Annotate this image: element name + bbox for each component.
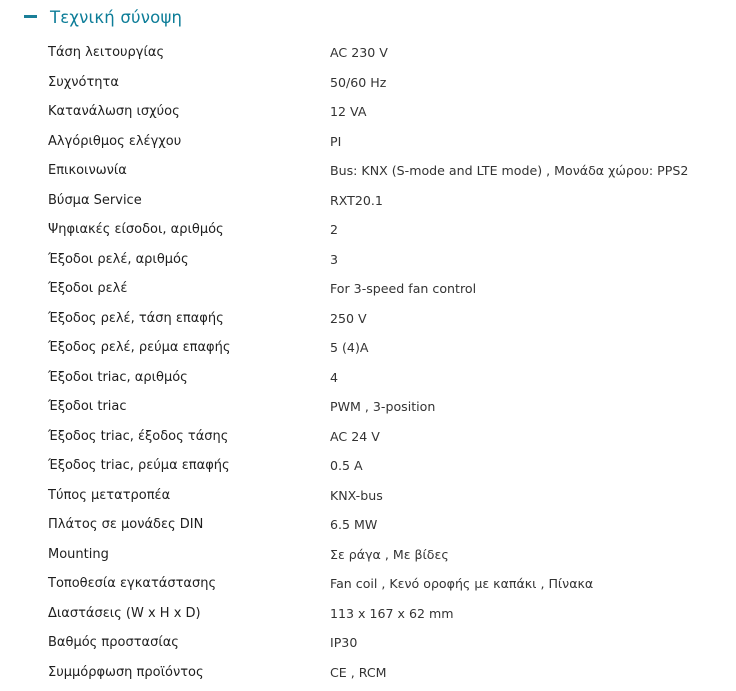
spec-label: Συχνότητα [48, 74, 119, 90]
spec-value: AC 24 V [330, 428, 380, 444]
spec-value: 50/60 Hz [330, 74, 387, 90]
section-title: Τεχνική σύνοψη [50, 7, 183, 27]
spec-value: PWM , 3-position [330, 399, 436, 414]
spec-label: Έξοδος ρελέ, τάση επαφής [48, 310, 224, 326]
spec-row [0, 659, 736, 689]
spec-row [0, 452, 736, 482]
spec-label: Συμμόρφωση προϊόντος [48, 664, 204, 680]
spec-label: Διαστάσεις (W x H x D) [48, 605, 201, 621]
spec-value: CE , RCM [330, 664, 387, 680]
spec-value: 2 [330, 222, 339, 237]
spec-row [0, 629, 736, 659]
spec-label: Τύπος μετατροπέα [48, 487, 171, 503]
spec-value: AC 230 V [330, 45, 388, 60]
spec-row [0, 305, 736, 335]
spec-row [0, 39, 736, 69]
spec-value: PI [330, 133, 342, 149]
spec-label: Πλάτος σε μονάδες DIN [48, 517, 204, 532]
spec-label: Έξοδοι ρελέ [48, 281, 128, 296]
spec-row [0, 187, 736, 217]
spec-label: Τοποθεσία εγκατάστασης [48, 576, 217, 591]
spec-label: Έξοδος triac, ρεύμα επαφής [48, 458, 230, 473]
spec-label: Ψηφιακές είσοδοι, αριθμός [48, 222, 224, 237]
spec-row [0, 334, 736, 364]
spec-label: Τάση λειτουργίας [48, 45, 165, 60]
spec-value: Bus: KNX (S-mode and LTE mode) , Μονάδα χώρου: PPS2 [330, 163, 689, 178]
spec-row [0, 482, 736, 512]
spec-row [0, 128, 736, 158]
spec-label: Mounting [48, 546, 109, 562]
spec-row [0, 570, 736, 600]
section-header-toggle[interactable] [24, 4, 182, 30]
spec-label: Αλγόριθμος ελέγχου [48, 133, 182, 149]
spec-value: 250 V [330, 310, 367, 326]
spec-row [0, 275, 736, 305]
spec-label: Κατανάλωση ισχύος [48, 104, 180, 119]
spec-row [0, 423, 736, 453]
spec-row [0, 541, 736, 571]
spec-value: 6.5 MW [330, 517, 378, 532]
spec-row [0, 246, 736, 276]
spec-value: 12 VA [330, 104, 367, 119]
spec-label: Έξοδοι ρελέ, αριθμός [48, 251, 189, 267]
spec-value: RXT20.1 [330, 192, 383, 208]
spec-value: 5 (4)A [330, 340, 369, 355]
spec-row [0, 364, 736, 394]
minus-icon[interactable] [24, 10, 38, 24]
spec-value: 0.5 A [330, 458, 363, 473]
spec-value: 4 [330, 369, 339, 385]
spec-label: Έξοδος ρελέ, ρεύμα επαφής [48, 340, 231, 355]
spec-row [0, 69, 736, 99]
spec-row [0, 600, 736, 630]
spec-value: 113 x 167 x 62 mm [330, 605, 454, 621]
spec-row [0, 216, 736, 246]
spec-row [0, 98, 736, 128]
spec-label: Έξοδοι triac, αριθμός [48, 369, 188, 385]
spec-value: Fan coil , Κενό οροφής με καπάκι , Πίνακα [330, 576, 594, 591]
spec-label: Επικοινωνία [48, 163, 127, 178]
spec-row [0, 393, 736, 423]
spec-value: IP30 [330, 635, 358, 650]
spec-label: Βαθμός προστασίας [48, 635, 179, 650]
spec-value: Σε ράγα , Με βίδες [330, 546, 449, 562]
spec-value: 3 [330, 251, 339, 267]
spec-row [0, 511, 736, 541]
spec-row [0, 157, 736, 187]
spec-label: Βύσμα Service [48, 192, 142, 208]
spec-value: For 3-speed fan control [330, 281, 477, 296]
spec-value: KNX-bus [330, 487, 383, 503]
spec-label: Έξοδοι triac [48, 399, 127, 414]
spec-label: Έξοδος triac, έξοδος τάσης [48, 428, 229, 444]
spec-table [0, 39, 736, 688]
